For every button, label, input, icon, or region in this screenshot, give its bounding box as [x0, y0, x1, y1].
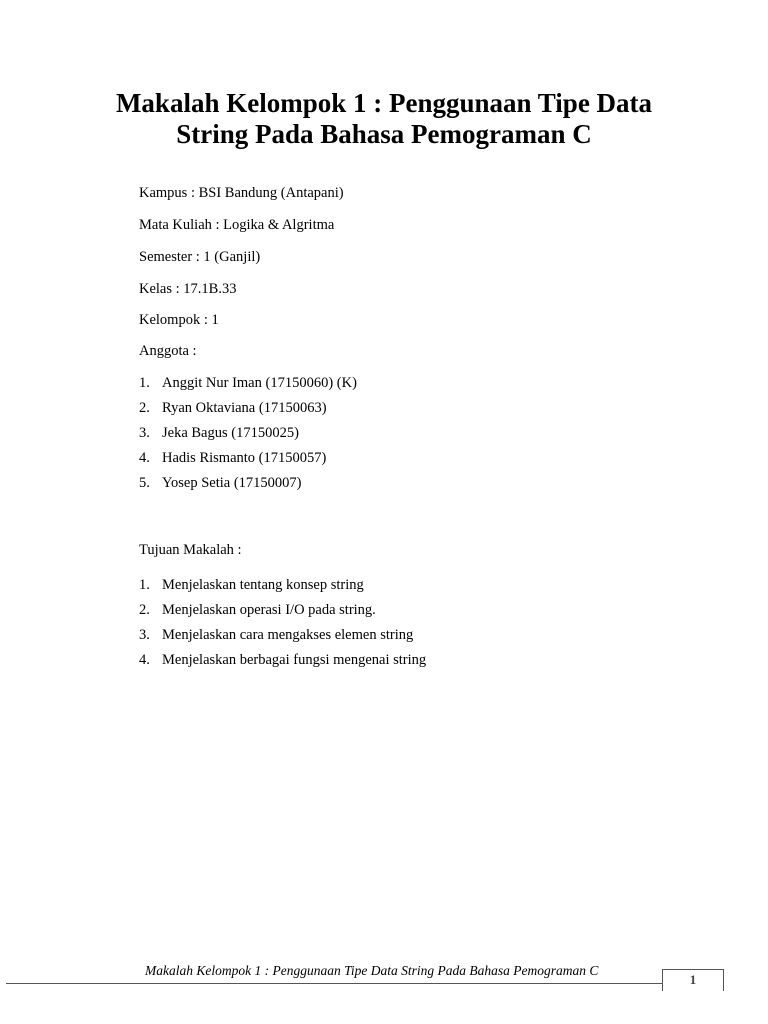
list-number: 4. — [139, 450, 150, 466]
info-kampus: Kampus : BSI Bandung (Antapani) — [139, 185, 344, 201]
title-line-2: String Pada Bahasa Pemograman C — [176, 119, 592, 149]
info-mata-kuliah: Mata Kuliah : Logika & Algritma — [139, 217, 335, 233]
objective-text: Menjelaskan berbagai fungsi mengenai string — [162, 652, 427, 668]
info-semester: Semester : 1 (Ganjil) — [139, 249, 261, 265]
list-number: 1. — [139, 577, 150, 593]
list-number: 5. — [139, 475, 150, 491]
footer-divider — [6, 983, 662, 984]
objective-text: Menjelaskan cara mengakses elemen string — [162, 627, 414, 643]
list-number: 3. — [139, 425, 150, 441]
tujuan-label: Tujuan Makalah : — [139, 542, 242, 558]
document-title — [60, 88, 708, 150]
info-kelas: Kelas : 17.1B.33 — [139, 281, 237, 297]
anggota-label: Anggota : — [139, 343, 197, 359]
list-number: 1. — [139, 375, 150, 391]
page-footer-text: Makalah Kelompok 1 : Penggunaan Tipe Data String Pada Bahasa Pemograman C — [145, 963, 599, 978]
member-name: Hadis Rismanto (17150057) — [162, 450, 327, 466]
list-number: 2. — [139, 602, 150, 618]
member-name: Anggit Nur Iman (17150060) (K) — [162, 375, 357, 391]
objective-text: Menjelaskan operasi I/O pada string. — [162, 602, 376, 618]
info-kelompok: Kelompok : 1 — [139, 312, 219, 328]
member-name: Jeka Bagus (17150025) — [162, 425, 299, 441]
member-name: Ryan Oktaviana (17150063) — [162, 400, 327, 416]
title-line-1: Makalah Kelompok 1 : Penggunaan Tipe Data — [115, 88, 653, 118]
member-name: Yosep Setia (17150007) — [162, 475, 302, 491]
list-number: 2. — [139, 400, 150, 416]
page-number: 1 — [662, 969, 724, 991]
list-number: 3. — [139, 627, 150, 643]
objective-text: Menjelaskan tentang konsep string — [162, 577, 364, 593]
list-number: 4. — [139, 652, 150, 668]
